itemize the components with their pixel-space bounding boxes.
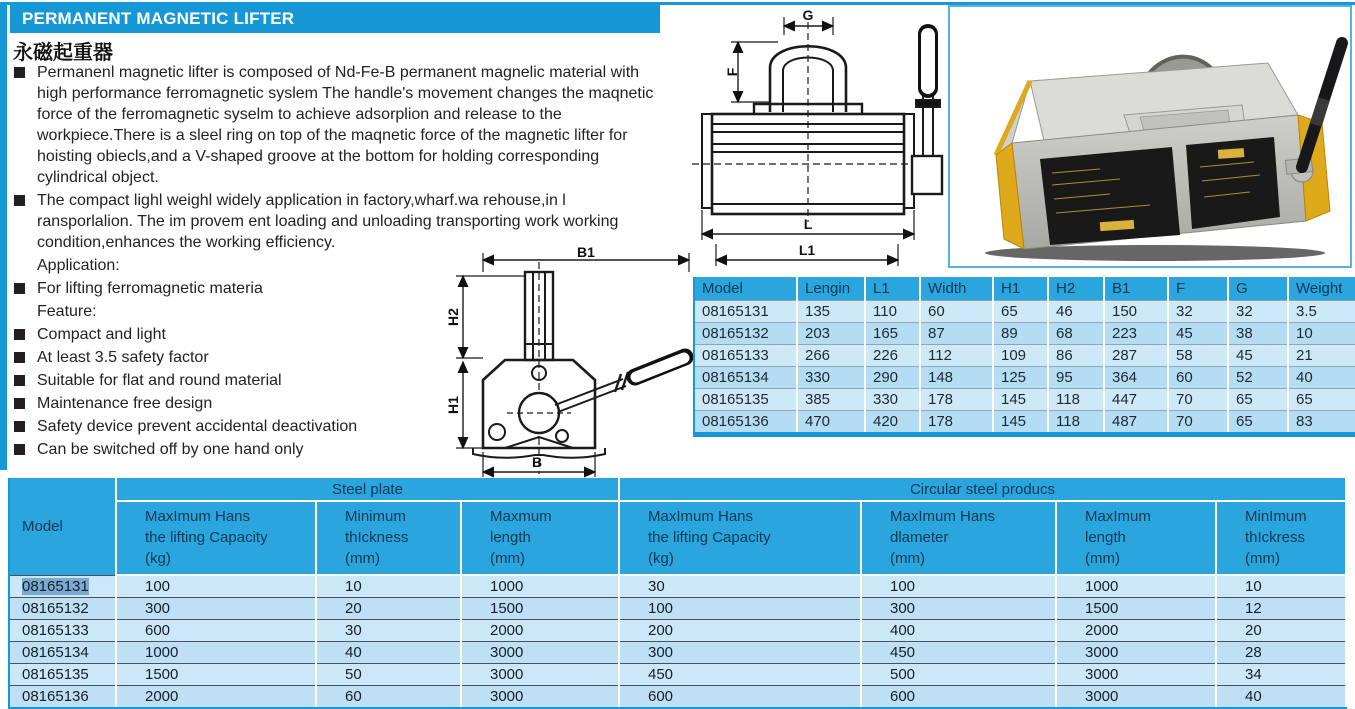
description-text: At least 3.5 safety factor [37,349,209,366]
table-row [9,642,1346,664]
spec-column-header: Weight [1288,277,1355,301]
spec-column-header: Width [920,277,993,301]
column-header-line: length [1085,529,1126,546]
front-view-drawing [443,246,698,486]
spec-column-header: L1 [865,277,920,301]
column-header-line: the lifting Capacity [145,529,268,546]
table-cell: 30 [619,575,861,598]
table-cell: 1500 [1056,598,1216,620]
table-cell: 266 [797,345,865,367]
table-cell: 38 [1228,323,1288,345]
table-cell: 3000 [1056,664,1216,686]
dim-label-h1: H1 [445,396,461,414]
column-header-line: (mm) [345,550,380,567]
table-cell: 150 [1104,301,1168,323]
table-cell: 08165132 [694,323,797,345]
table-cell: 450 [619,664,861,686]
table-cell: 40 [1216,686,1346,709]
table-cell: 145 [993,389,1048,411]
table-cell: 70 [1168,389,1228,411]
table-cell: 65 [1228,389,1288,411]
column-header-line: MaxImum Hans [145,508,251,525]
column-header-line: MaxImum Hans [648,508,754,525]
table-cell: 50 [316,664,461,686]
table-cell: 470 [797,411,865,435]
column-header-line: (mm) [890,550,925,567]
side-view-svg [686,8,951,270]
capacity-table-body [9,575,1346,709]
table-cell: 420 [865,411,920,435]
table-cell: 330 [865,389,920,411]
model-cell [9,575,116,598]
table-cell: 45 [1168,323,1228,345]
table-cell: 58 [1168,345,1228,367]
table-cell: 40 [1288,367,1355,389]
table-cell: 2000 [461,620,619,642]
capacity-subhead-row [9,501,1346,575]
table-cell: 52 [1228,367,1288,389]
table-cell: 70 [1168,411,1228,435]
table-cell: 3000 [1056,642,1216,664]
table-row [9,664,1346,686]
table-cell: 100 [861,575,1056,598]
table-cell: 08165134 [694,367,797,389]
table-cell: 385 [797,389,865,411]
model-cell: 08165133 [9,620,116,642]
product-photo [948,5,1352,268]
table-cell: 178 [920,389,993,411]
table-cell: 60 [316,686,461,709]
table-row [694,323,1355,345]
table-cell: 203 [797,323,865,345]
column-header-line: MinImum [1245,508,1307,525]
table-cell: 87 [920,323,993,345]
capacity-column-header [861,501,1056,575]
table-cell: 34 [1216,664,1346,686]
front-view-svg [443,246,698,481]
table-cell: 08165133 [694,345,797,367]
table-cell: 3000 [461,642,619,664]
table-cell: 600 [116,620,316,642]
table-cell: 60 [920,301,993,323]
table-cell: 3000 [1056,686,1216,709]
table-row [9,620,1346,642]
description-text: Application: [37,257,120,274]
capacity-column-header [619,501,861,575]
table-cell: 32 [1228,301,1288,323]
table-cell: 45 [1228,345,1288,367]
table-cell: 3.5 [1288,301,1355,323]
spec-column-header: F [1168,277,1228,301]
table-cell: 400 [861,620,1056,642]
spec-column-header: Model [694,277,797,301]
bullet-square-icon [14,421,25,432]
table-cell: 08165131 [694,301,797,323]
column-header-line: Maxmum [490,508,552,525]
table-cell: 2000 [1056,620,1216,642]
column-header-line: the lifting Capacity [648,529,771,546]
table-cell: 28 [1216,642,1346,664]
table-cell: 487 [1104,411,1168,435]
column-header-line: (mm) [490,550,525,567]
table-cell: 450 [861,642,1056,664]
left-border-strip [0,2,7,470]
dimension-spec-table [693,277,1355,437]
table-cell: 300 [861,598,1056,620]
column-header-line: MaxImum Hans [890,508,996,525]
model-cell: 08165135 [9,664,116,686]
spec-column-header: Lengin [797,277,865,301]
table-row [694,345,1355,367]
bullet-square-icon [14,375,25,386]
column-header-line: (mm) [1085,550,1120,567]
table-cell: 178 [920,411,993,435]
bullet-square-icon [14,283,25,294]
table-cell: 1000 [461,575,619,598]
table-cell: 30 [316,620,461,642]
description-text: Can be switched off by one hand only [37,441,304,458]
table-cell: 226 [865,345,920,367]
chinese-title: 永磁起重器 [13,42,113,64]
table-cell: 100 [619,598,861,620]
table-cell: 95 [1048,367,1104,389]
dim-label-b: B [531,454,543,470]
table-cell: 1000 [1056,575,1216,598]
capacity-column-header [461,501,619,575]
dim-label-h2: H2 [445,308,461,326]
table-cell: 83 [1288,411,1355,435]
column-header-line: Minimum [345,508,406,525]
table-row [694,367,1355,389]
spec-table-body [694,301,1355,435]
table-cell: 08165136 [694,411,797,435]
description-text: Permanenl magnetic lifter is composed of Nd-Fe-B permanent magnelic material with high performance ferromagnetic syslem The handle's movement changes the maqnetic force of the ferromagnetic syselm to achieve adsorplion and release to the workpiece.There is a sleel ring on top of the maqnetic force of the magnetic lifter for hoisting obiecls,and a V-shaped groove at the bottom for holding corresponding cylindrical object. [37,64,654,186]
table-cell: 65 [1288,389,1355,411]
column-header-line: length [490,529,531,546]
table-cell: 12 [1216,598,1346,620]
table-row [694,389,1355,411]
product-photo-svg [950,7,1350,266]
table-row [9,575,1346,598]
capacity-column-header [1056,501,1216,575]
table-cell: 125 [993,367,1048,389]
spec-column-header: B1 [1104,277,1168,301]
description-text: Feature: [37,303,97,320]
model-column-header: Model [9,478,116,575]
table-cell: 109 [993,345,1048,367]
dim-label-l1: L1 [798,242,816,258]
table-cell: 21 [1288,345,1355,367]
table-cell: 500 [861,664,1056,686]
bullet-item [12,62,666,188]
table-cell: 600 [619,686,861,709]
table-cell: 10 [316,575,461,598]
table-cell: 10 [1216,575,1346,598]
table-cell: 65 [993,301,1048,323]
table-cell: 165 [865,323,920,345]
table-cell: 86 [1048,345,1104,367]
table-row [694,301,1355,323]
table-cell: 290 [865,367,920,389]
table-cell: 100 [116,575,316,598]
page-title: PERMANENT MAGNETIC LIFTER [10,5,660,33]
table-row [9,686,1346,709]
table-cell: 330 [797,367,865,389]
column-header-line: (kg) [648,550,674,567]
column-header-line: (kg) [145,550,171,567]
table-cell: 1500 [116,664,316,686]
description-text: The compact lighl weighl widely application in factory,wharf.wa rehouse,in l ransporlalion. The im provem ent loading and unloading transporting work working condition,enhances the working efficiency. [37,192,619,251]
description-text: Safety device prevent accidental deactivation [37,418,358,435]
table-cell: 2000 [116,686,316,709]
column-header-line: (mm) [1245,550,1280,567]
table-cell: 300 [116,598,316,620]
table-cell: 600 [861,686,1056,709]
table-cell: 60 [1168,367,1228,389]
table-cell: 20 [1216,620,1346,642]
table-cell: 3000 [461,664,619,686]
table-cell: 110 [865,301,920,323]
column-header-line: dlameter [890,529,949,546]
table-cell: 46 [1048,301,1104,323]
table-cell: 3000 [461,686,619,709]
table-cell: 145 [993,411,1048,435]
table-cell: 08165135 [694,389,797,411]
table-cell: 223 [1104,323,1168,345]
table-cell: 118 [1048,389,1104,411]
table-cell: 10 [1288,323,1355,345]
group-header: Circular steel producs [619,478,1346,501]
table-row [694,411,1355,435]
bullet-square-icon [14,444,25,455]
dim-label-g: G [802,8,814,23]
description-text: For lifting ferromagnetic materia [37,280,263,297]
table-cell: 1500 [461,598,619,620]
side-view-drawing [686,8,951,275]
bullet-square-icon [14,195,25,206]
bullet-square-icon [14,352,25,363]
table-cell: 200 [619,620,861,642]
table-row [9,598,1346,620]
table-cell: 89 [993,323,1048,345]
table-cell: 1000 [116,642,316,664]
description-text: Maintenance free design [37,395,213,412]
table-cell: 300 [619,642,861,664]
spec-column-header: G [1228,277,1288,301]
description-text: Compact and light [37,326,166,343]
capacity-column-header [1216,501,1346,575]
table-cell: 68 [1048,323,1104,345]
table-cell: 118 [1048,411,1104,435]
capacity-column-header [316,501,461,575]
capacity-table [8,478,1347,709]
table-cell: 148 [920,367,993,389]
group-header: Steel plate [116,478,619,501]
spec-column-header: H2 [1048,277,1104,301]
column-header-line: thIckress [1245,529,1306,546]
dim-label-f: F [724,67,740,77]
table-cell: 364 [1104,367,1168,389]
capacity-column-header [116,501,316,575]
bullet-square-icon [14,329,25,340]
model-cell: 08165136 [9,686,116,709]
description-text: Suitable for flat and round material [37,372,282,389]
dim-label-b1: B1 [577,246,595,260]
table-cell: 65 [1228,411,1288,435]
capacity-group-row [9,478,1346,501]
spec-column-header: H1 [993,277,1048,301]
table-cell: 447 [1104,389,1168,411]
model-cell: 08165134 [9,642,116,664]
table-cell: 40 [316,642,461,664]
bullet-square-icon [14,398,25,409]
column-header-line: MaxImum [1085,508,1151,525]
bullet-square-icon [14,67,25,78]
table-cell: 112 [920,345,993,367]
table-cell: 20 [316,598,461,620]
selected-model-highlight: 08165131 [22,577,89,595]
table-cell: 32 [1168,301,1228,323]
table-cell: 135 [797,301,865,323]
bullet-item [12,190,666,253]
spec-table-head-row [694,277,1355,301]
table-cell: 287 [1104,345,1168,367]
model-cell: 08165132 [9,598,116,620]
column-header-line: thIckness [345,529,409,546]
dim-label-l: L [803,216,813,232]
